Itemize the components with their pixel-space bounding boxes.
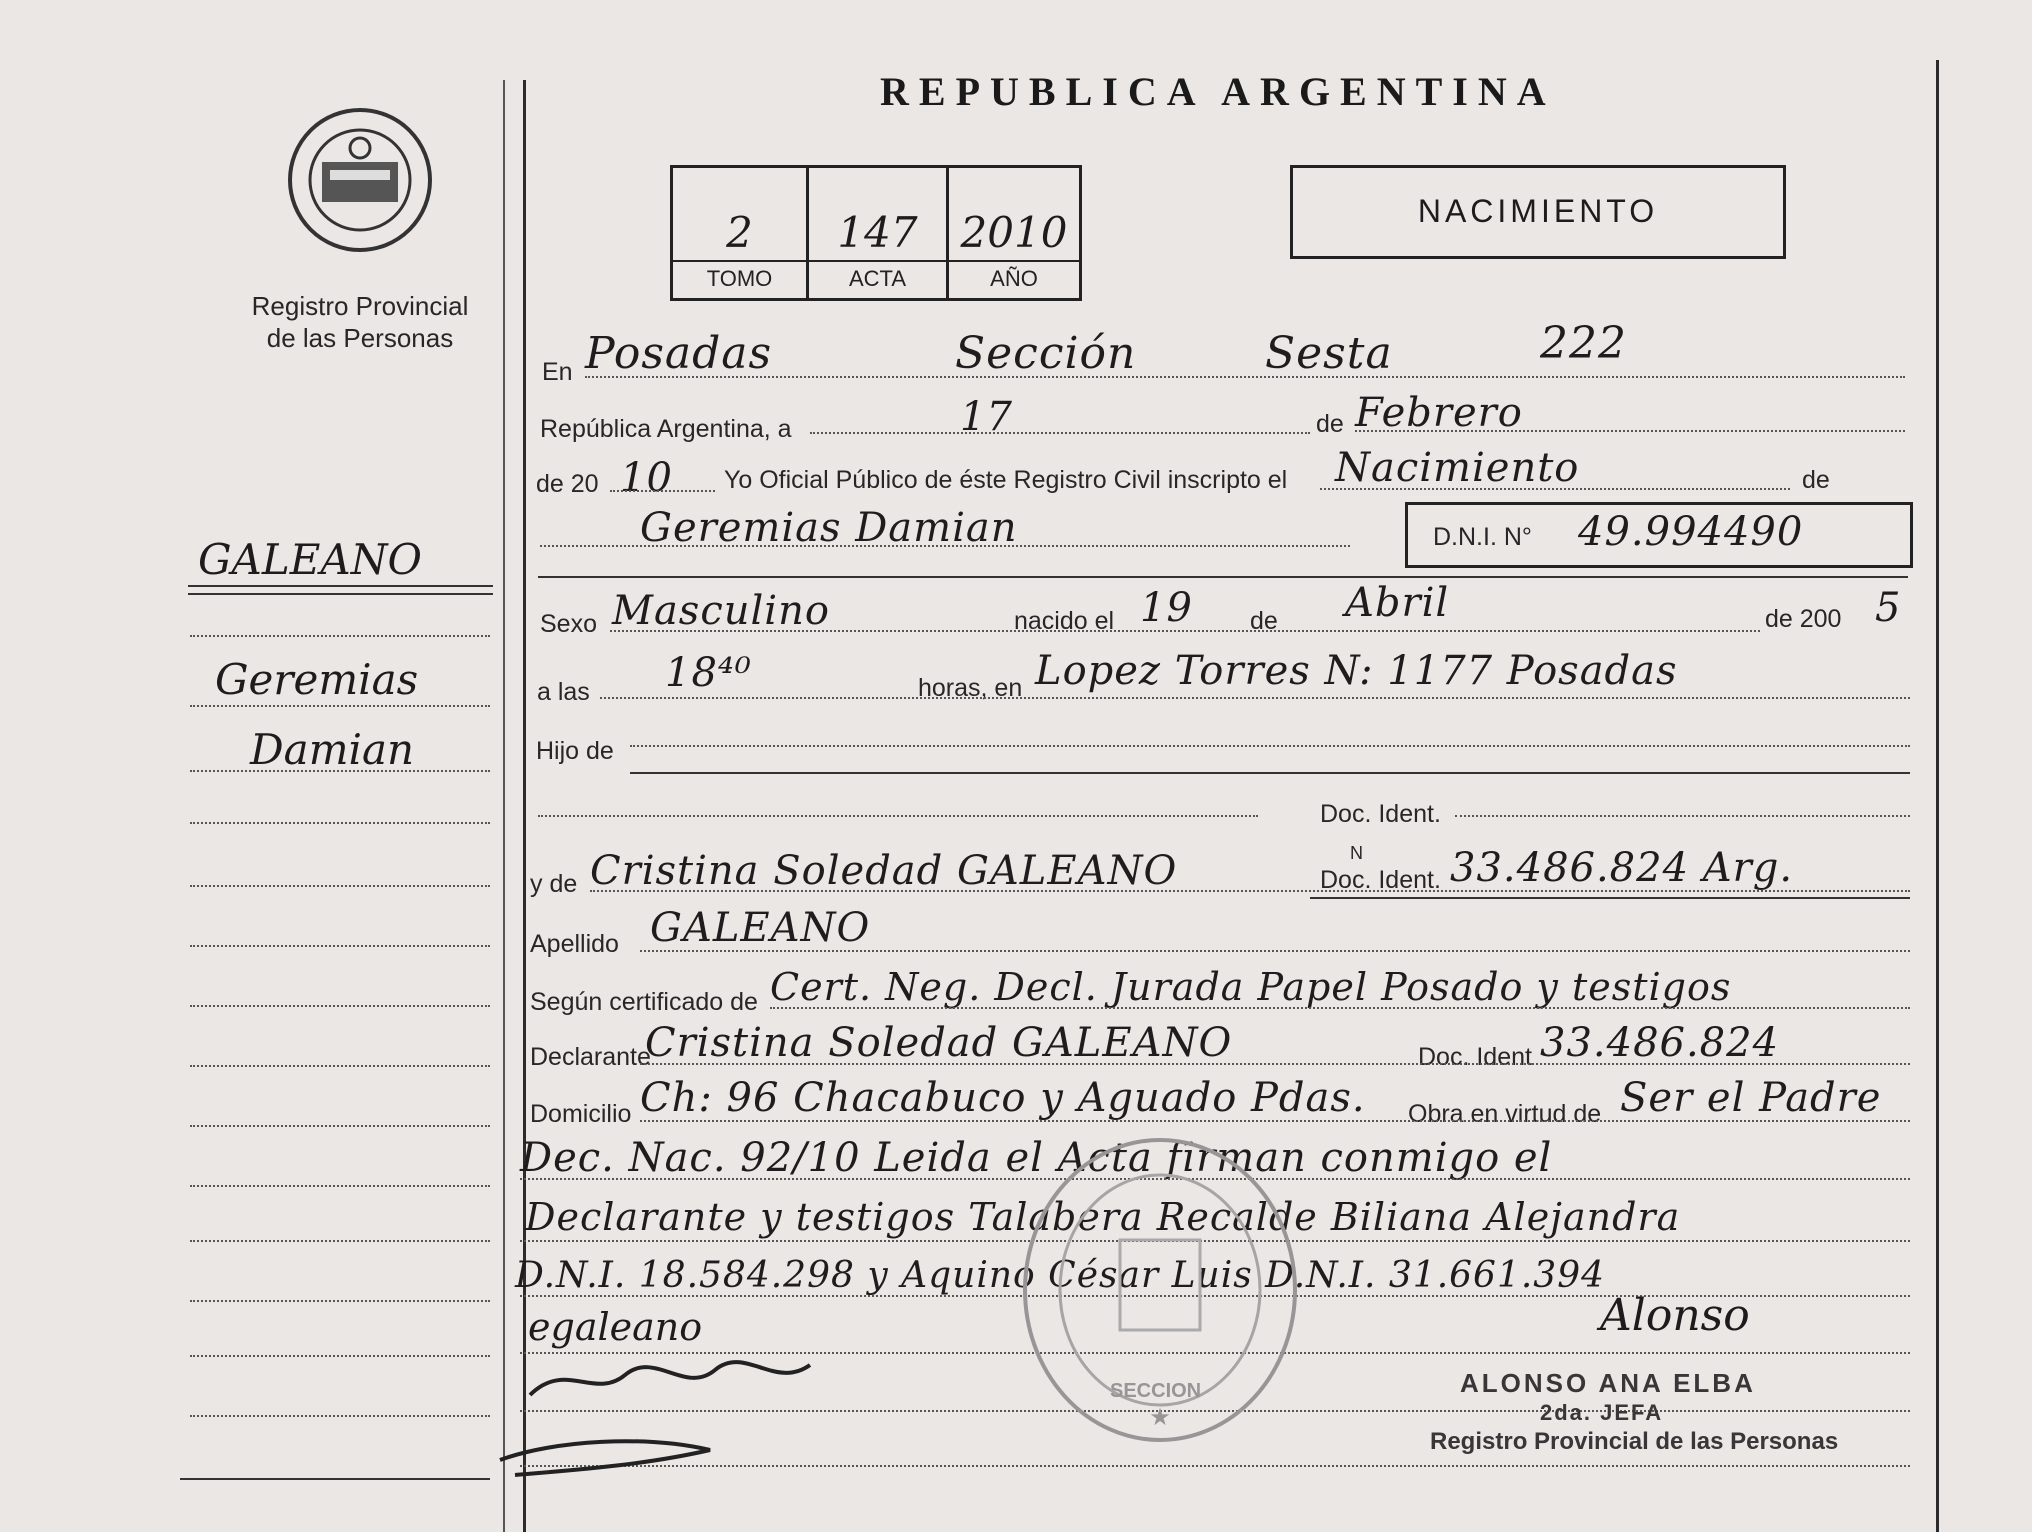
doc-num-prefix: N xyxy=(1350,843,1363,863)
sesta-value: Sesta xyxy=(1265,328,1393,379)
declarante-value: Cristina Soledad GALEANO xyxy=(645,1020,1233,1066)
sidebar-given-name-1: Geremias xyxy=(215,655,419,704)
acta-label: ACTA xyxy=(848,266,907,291)
domicilio-label: Domicilio xyxy=(530,1100,632,1128)
nac-anio: 5 xyxy=(1875,585,1902,631)
note-line-3: D.N.I. 18.584.298 y Aquino César Luis D.N.I. 31.661.394 xyxy=(515,1255,1606,1296)
doc-ident-label-1: Doc. Ident. xyxy=(1320,800,1441,828)
yde-label: y de xyxy=(530,870,578,898)
dni-value: 49.994490 xyxy=(1578,509,1804,555)
de-label-1: de xyxy=(1316,410,1344,438)
nac-mes: Abril xyxy=(1345,580,1450,626)
tomo-label: TOMO xyxy=(706,266,773,291)
anio-label: AÑO xyxy=(990,266,1038,291)
declarante-label: Declarante xyxy=(530,1043,651,1071)
registry-seal xyxy=(280,100,440,260)
de200-label: de 200 xyxy=(1765,605,1842,633)
anio-value: 2010 xyxy=(960,208,1068,257)
apellido-value: GALEANO xyxy=(650,905,871,951)
sexo-value: Masculino xyxy=(612,588,830,634)
anio-suffix: 10 xyxy=(620,455,673,501)
inscripto-value: Nacimiento xyxy=(1335,445,1580,491)
doc-ident-label-2: Doc. Ident. xyxy=(1320,866,1441,894)
header-title: REPUBLICA ARGENTINA xyxy=(880,69,1556,114)
signature-3 xyxy=(495,1430,715,1480)
right-border xyxy=(1936,60,1939,1532)
dia-value: 17 xyxy=(960,394,1013,440)
nombre-value: Geremias Damian xyxy=(640,505,1018,551)
acta-table xyxy=(670,165,1082,301)
registry-name-line2: de las Personas xyxy=(266,323,454,353)
official-signature: Alonso xyxy=(1600,1290,1750,1341)
declarante-doc: 33.486.824 xyxy=(1540,1020,1780,1066)
lugar-value: Lopez Torres N: 1177 Posadas xyxy=(1035,648,1678,694)
note-line-2: Declarante y testigos Talabera Recalde Biliana Alejandra xyxy=(525,1195,1681,1239)
registry-name xyxy=(220,290,500,354)
alas-label: a las xyxy=(537,678,590,706)
sidebar-given-name-2: Damian xyxy=(250,725,415,774)
svg-text:★: ★ xyxy=(1149,1404,1171,1431)
hijo-label: Hijo de xyxy=(536,737,614,765)
stamp-text: SECCION xyxy=(1110,1380,1202,1402)
seccion-num: 222 xyxy=(1540,318,1627,369)
signature-2 xyxy=(525,1355,815,1405)
oficial-text: Yo Oficial Público de éste Registro Civil inscripto el xyxy=(724,466,1288,494)
madre-doc: 33.486.824 Arg. xyxy=(1450,845,1794,891)
inner-border xyxy=(503,80,505,1532)
official-org: Registro Provincial de las Personas xyxy=(1430,1428,1839,1455)
de20-label: de 20 xyxy=(536,470,599,498)
sexo-label: Sexo xyxy=(540,610,597,638)
obra-value: Ser el Padre xyxy=(1620,1075,1882,1121)
nac-dia: 19 xyxy=(1140,585,1193,631)
registry-name-line1: Registro Provincial xyxy=(251,291,469,321)
official-stamp xyxy=(1010,1130,1310,1450)
dni-box xyxy=(1405,502,1913,568)
de-label-3: de xyxy=(1250,607,1278,635)
sidebar-surname: GALEANO xyxy=(198,535,422,584)
de-label-2: de xyxy=(1802,466,1830,494)
obra-label: Obra en virtud de xyxy=(1408,1100,1602,1128)
domicilio-value: Ch: 96 Chacabuco y Aguado Pdas. xyxy=(640,1075,1366,1121)
left-border xyxy=(523,80,526,1532)
acta-value: 147 xyxy=(837,208,918,257)
doc-ident-label-3: Doc. Ident xyxy=(1418,1043,1532,1071)
en-value: Posadas xyxy=(585,328,773,379)
official-role: 2da. JEFA xyxy=(1540,1400,1664,1425)
mes-value: Febrero xyxy=(1355,390,1523,436)
certificado-value: Cert. Neg. Decl. Jurada Papel Posado y testigos xyxy=(770,965,1732,1009)
horas-label: horas, en xyxy=(918,674,1023,702)
republica-label: República Argentina, a xyxy=(540,415,792,443)
document-type-box: NACIMIENTO xyxy=(1290,165,1786,259)
madre-value: Cristina Soledad GALEANO xyxy=(590,848,1178,894)
official-name: ALONSO ANA ELBA xyxy=(1460,1368,1756,1398)
certificado-label: Según certificado de xyxy=(530,988,758,1016)
note-line-1: Dec. Nac. 92/10 Leida el Acta firman conmigo el xyxy=(520,1135,1553,1181)
apellido-label: Apellido xyxy=(530,930,619,958)
en-label: En xyxy=(542,358,573,386)
signature-1: egaleano xyxy=(528,1305,703,1349)
dni-label: D.N.I. N° xyxy=(1433,523,1532,551)
tomo-value: 2 xyxy=(726,208,753,257)
nacido-label: nacido el xyxy=(1014,607,1115,635)
hora-value: 18⁴⁰ xyxy=(665,650,752,696)
seccion-value: Sección xyxy=(955,328,1137,379)
